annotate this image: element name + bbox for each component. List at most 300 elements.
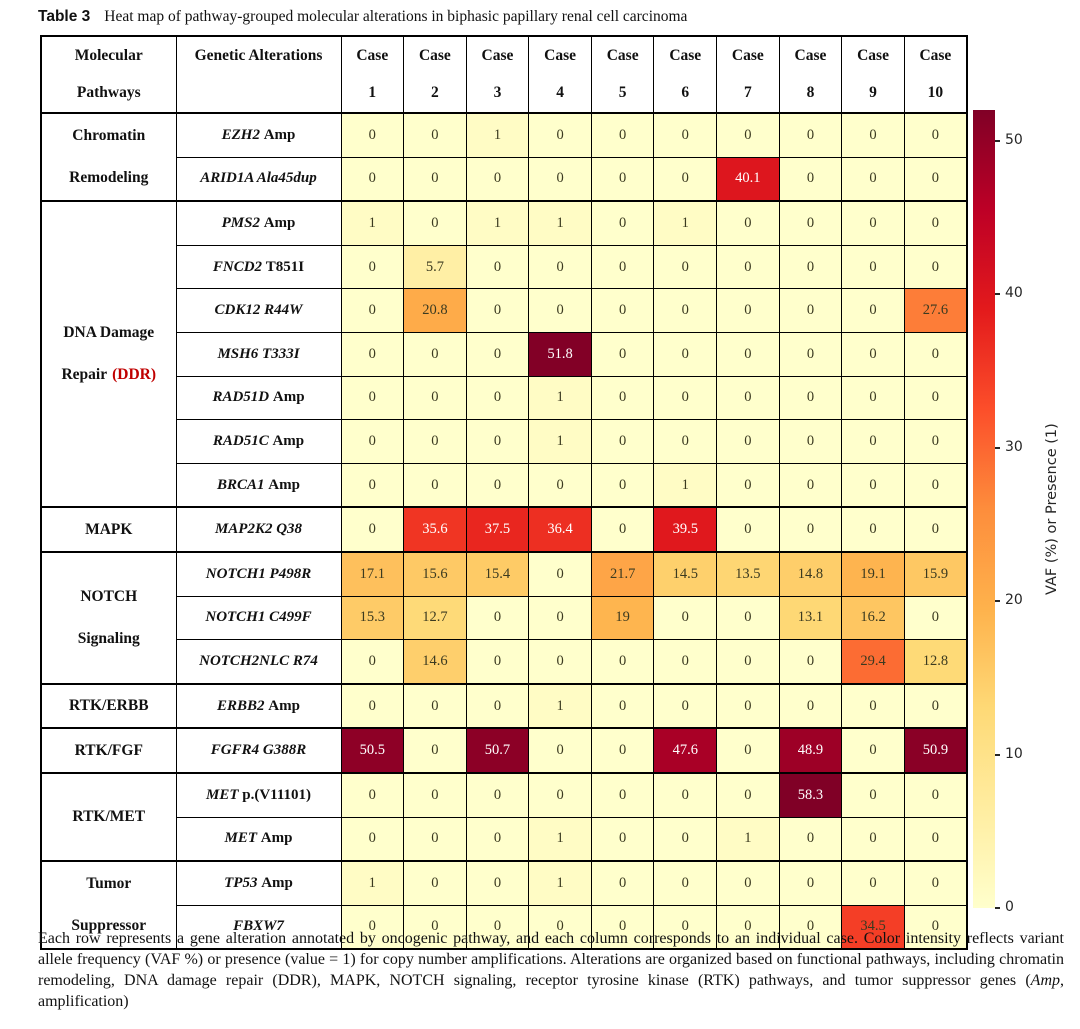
heatmap-cell: 12.7 xyxy=(404,596,467,640)
case-word: Case xyxy=(356,47,389,64)
heatmap-cell: 0 xyxy=(904,157,967,201)
gene-name: FGFR4 G388R xyxy=(210,742,307,759)
gene-name: RAD51C xyxy=(212,432,269,449)
gene-alteration-cell xyxy=(176,596,341,640)
heatmap-cell: 0 xyxy=(904,245,967,289)
heatmap-cell: 39.5 xyxy=(654,507,717,552)
gene-suffix: Amp xyxy=(268,432,305,449)
heatmap-cell: 0 xyxy=(904,861,967,905)
heatmap-cell: 0 xyxy=(654,817,717,861)
gene-name: NOTCH1 C499F xyxy=(205,609,312,626)
pathway-cell xyxy=(41,684,176,729)
heatmap-cell: 12.8 xyxy=(904,640,967,684)
header-row xyxy=(41,36,967,113)
gene-suffix: Amp xyxy=(257,874,293,891)
heatmap-cell: 0 xyxy=(529,463,592,507)
heatmap-cell: 0 xyxy=(842,420,905,464)
gene-name: TP53 xyxy=(224,874,258,891)
heatmap-cell: 0 xyxy=(717,113,780,157)
case-word: Case xyxy=(418,47,451,64)
heatmap-cell: 0 xyxy=(717,861,780,905)
heatmap-cell: 0 xyxy=(842,773,905,817)
gene-name: ARID1A Ala45dup xyxy=(200,170,317,187)
table-title xyxy=(38,8,687,26)
header-line: Pathways xyxy=(76,84,141,101)
case-number: 4 xyxy=(556,84,564,101)
table-number-label: Table 3 xyxy=(38,8,91,25)
header-case-10 xyxy=(904,36,967,113)
pathway-label-line: Signaling xyxy=(77,629,140,647)
heatmap-cell: 15.9 xyxy=(904,552,967,596)
heatmap-table xyxy=(40,35,968,950)
header-line: Molecular xyxy=(74,47,143,64)
heatmap-cell: 0 xyxy=(654,684,717,729)
heatmap-cell: 0 xyxy=(842,201,905,245)
heatmap-cell: 34.5 xyxy=(842,905,905,949)
pathway-label-line: Suppressor xyxy=(71,917,147,935)
heatmap-cell: 0 xyxy=(779,376,842,420)
gene-suffix: Amp xyxy=(264,476,300,493)
gene-alteration-cell xyxy=(176,861,341,905)
heatmap-cell: 0 xyxy=(904,596,967,640)
heatmap-cell: 0 xyxy=(717,376,780,420)
heatmap-cell: 14.6 xyxy=(404,640,467,684)
table-row xyxy=(41,463,967,507)
gene-alteration-cell xyxy=(176,245,341,289)
gene-alteration-cell xyxy=(176,113,341,157)
heatmap-cell: 0 xyxy=(717,332,780,376)
heatmap-cell: 0 xyxy=(404,463,467,507)
pathway-cell xyxy=(41,773,176,861)
heatmap-cell: 0 xyxy=(904,684,967,729)
heatmap-cell: 0 xyxy=(779,245,842,289)
heatmap-cell: 0 xyxy=(341,684,404,729)
heatmap-cell: 1 xyxy=(529,861,592,905)
heatmap-cell: 0 xyxy=(404,420,467,464)
tick-mark xyxy=(995,447,1000,449)
heatmap-cell: 0 xyxy=(904,332,967,376)
heatmap-cell: 47.6 xyxy=(654,728,717,773)
heatmap-cell: 0 xyxy=(779,201,842,245)
gene-name: NOTCH1 P498R xyxy=(205,565,312,582)
heatmap-cell: 0 xyxy=(466,905,529,949)
heatmap-cell: 0 xyxy=(466,596,529,640)
table-row xyxy=(41,728,967,773)
gene-name: NOTCH2NLC R74 xyxy=(199,652,318,669)
heatmap-cell: 0 xyxy=(654,113,717,157)
heatmap-cell: 51.8 xyxy=(529,332,592,376)
table-row xyxy=(41,773,967,817)
colorbar-gradient xyxy=(973,110,995,908)
heatmap-cell: 0 xyxy=(717,507,780,552)
case-word: Case xyxy=(731,47,764,64)
gene-name: FBXW7 xyxy=(233,918,284,935)
heatmap-cell: 0 xyxy=(341,245,404,289)
heatmap-cell: 0 xyxy=(466,640,529,684)
heatmap-cell: 0 xyxy=(904,113,967,157)
heatmap-cell: 0 xyxy=(654,376,717,420)
heatmap-cell: 0 xyxy=(529,728,592,773)
heatmap-cell: 0 xyxy=(842,289,905,333)
heatmap-cell: 0 xyxy=(842,376,905,420)
heatmap-cell: 14.8 xyxy=(779,552,842,596)
heatmap-cell: 50.7 xyxy=(466,728,529,773)
heatmap-cell: 0 xyxy=(404,817,467,861)
heatmap-cell: 19.1 xyxy=(842,552,905,596)
gene-alteration-cell xyxy=(176,817,341,861)
heatmap-cell: 0 xyxy=(466,817,529,861)
heatmap-cell: 0 xyxy=(842,684,905,729)
heatmap-cell: 0 xyxy=(529,596,592,640)
gene-alteration-cell xyxy=(176,552,341,596)
heatmap-cell: 0 xyxy=(654,332,717,376)
heatmap-cell: 0 xyxy=(654,861,717,905)
table-title-text: Heat map of pathway-grouped molecular alterations in biphasic papillary renal cell carcinoma xyxy=(104,8,688,25)
case-number: 5 xyxy=(618,84,627,101)
pathway-label-line: RTK/FGF xyxy=(74,741,143,759)
heatmap-cell: 0 xyxy=(341,463,404,507)
heatmap-cell: 0 xyxy=(779,463,842,507)
heatmap-cell: 0 xyxy=(341,507,404,552)
gene-name: BRCA1 xyxy=(217,476,265,493)
heatmap-cell: 0 xyxy=(779,332,842,376)
pathway-label-line: RTK/ERBB xyxy=(68,697,149,715)
heatmap-cell: 0 xyxy=(904,507,967,552)
heatmap-cell: 0 xyxy=(466,420,529,464)
heatmap-cell: 0 xyxy=(404,773,467,817)
heatmap-cell: 0 xyxy=(779,113,842,157)
heatmap-cell: 0 xyxy=(717,596,780,640)
gene-alteration-cell xyxy=(176,773,341,817)
table-row xyxy=(41,245,967,289)
heatmap-cell: 27.6 xyxy=(904,289,967,333)
heatmap-cell: 0 xyxy=(717,684,780,729)
heatmap-cell: 1 xyxy=(529,376,592,420)
gene-suffix: Amp xyxy=(259,214,296,231)
heatmap-cell: 0 xyxy=(904,905,967,949)
heatmap-cell: 0 xyxy=(404,113,467,157)
heatmap-cell: 0 xyxy=(904,773,967,817)
heatmap-cell: 0 xyxy=(779,817,842,861)
heatmap-cell: 0 xyxy=(591,332,654,376)
heatmap-cell: 0 xyxy=(341,376,404,420)
heatmap-cell: 0 xyxy=(904,420,967,464)
gene-name: MET xyxy=(224,830,258,847)
heatmap-cell: 0 xyxy=(591,463,654,507)
header-line: Genetic Alterations xyxy=(194,47,323,64)
pathway-label-line: Tumor xyxy=(86,875,132,893)
heatmap-cell: 0 xyxy=(466,773,529,817)
gene-alteration-cell xyxy=(176,728,341,773)
heatmap-cell: 0 xyxy=(904,463,967,507)
heatmap-cell: 0 xyxy=(529,113,592,157)
case-number: 8 xyxy=(806,84,815,101)
heatmap-cell: 0 xyxy=(842,817,905,861)
gene-name: RAD51D xyxy=(212,389,270,406)
pathway-label-line: Chromatin xyxy=(72,127,146,145)
tick-mark xyxy=(995,600,1000,602)
heatmap-cell: 0 xyxy=(591,245,654,289)
tick-label: 10 xyxy=(1005,745,1023,762)
heatmap-cell: 0 xyxy=(591,289,654,333)
pathway-label-line: DNA Damage xyxy=(63,324,155,342)
heatmap-cell: 0 xyxy=(466,245,529,289)
caption-text: , amplification) xyxy=(38,972,1064,1010)
table-row xyxy=(41,376,967,420)
heatmap-cell: 40.1 xyxy=(717,157,780,201)
heatmap-cell: 0 xyxy=(591,507,654,552)
gene-alteration-cell xyxy=(176,640,341,684)
gene-suffix: Amp xyxy=(264,697,300,714)
heatmap-cell: 1 xyxy=(529,201,592,245)
heatmap-cell: 1 xyxy=(466,201,529,245)
heatmap-cell: 0 xyxy=(654,245,717,289)
heatmap-cell: 0 xyxy=(717,420,780,464)
table-row xyxy=(41,552,967,596)
case-number: 6 xyxy=(681,84,690,101)
heatmap-cell: 0 xyxy=(779,684,842,729)
heatmap-cell: 0 xyxy=(779,507,842,552)
heatmap-cell: 0 xyxy=(717,289,780,333)
header-genetic-alterations xyxy=(176,36,341,113)
heatmap-cell: 0 xyxy=(842,463,905,507)
heatmap-cell: 0 xyxy=(717,201,780,245)
gene-name: CDK12 R44W xyxy=(214,302,303,319)
table-row xyxy=(41,640,967,684)
gene-alteration-cell xyxy=(176,507,341,552)
heatmap-cell: 37.5 xyxy=(466,507,529,552)
header-case-5 xyxy=(591,36,654,113)
tick-mark xyxy=(995,907,1000,909)
tick-label: 30 xyxy=(1005,438,1023,455)
tick-label: 50 xyxy=(1005,131,1023,148)
heatmap-cell: 0 xyxy=(404,728,467,773)
gene-name: PMS2 xyxy=(221,214,260,231)
gene-name: MSH6 T333I xyxy=(217,345,300,362)
table-row xyxy=(41,157,967,201)
heatmap-cell: 0 xyxy=(591,728,654,773)
heatmap-cell: 1 xyxy=(529,684,592,729)
case-number: 7 xyxy=(743,84,752,101)
heatmap-cell: 0 xyxy=(717,728,780,773)
table-row xyxy=(41,332,967,376)
heatmap-cell: 0 xyxy=(341,817,404,861)
heatmap-cell: 15.4 xyxy=(466,552,529,596)
header-case-8 xyxy=(779,36,842,113)
case-word: Case xyxy=(794,47,827,64)
header-case-4 xyxy=(529,36,592,113)
gene-alteration-cell xyxy=(176,420,341,464)
table-row xyxy=(41,861,967,905)
heatmap-cell: 15.3 xyxy=(341,596,404,640)
heatmap-cell: 0 xyxy=(591,640,654,684)
heatmap-cell: 29.4 xyxy=(842,640,905,684)
header-case-7 xyxy=(717,36,780,113)
case-word: Case xyxy=(857,47,889,64)
header-line xyxy=(177,75,341,112)
heatmap-cell: 14.5 xyxy=(654,552,717,596)
heatmap-cell: 0 xyxy=(842,507,905,552)
table-row xyxy=(41,507,967,552)
tick-label: 40 xyxy=(1005,285,1023,302)
heatmap-cell: 0 xyxy=(466,376,529,420)
case-number: 1 xyxy=(368,84,377,101)
heatmap-cell: 0 xyxy=(341,332,404,376)
gene-suffix: Amp xyxy=(257,830,293,847)
heatmap-cell: 0 xyxy=(654,773,717,817)
heatmap-cell: 0 xyxy=(842,157,905,201)
heatmap-cell: 0 xyxy=(591,773,654,817)
heatmap-cell: 0 xyxy=(591,113,654,157)
heatmap-cell: 0 xyxy=(529,773,592,817)
heatmap-cell: 0 xyxy=(404,201,467,245)
heatmap-cell: 0 xyxy=(779,861,842,905)
heatmap-cell: 0 xyxy=(591,201,654,245)
gene-alteration-cell xyxy=(176,463,341,507)
case-word: Case xyxy=(606,47,639,64)
heatmap-cell: 0 xyxy=(591,420,654,464)
heatmap-cell: 0 xyxy=(904,376,967,420)
case-number: 9 xyxy=(869,84,877,101)
gene-suffix: Amp xyxy=(269,389,305,406)
header-case-1 xyxy=(341,36,404,113)
heatmap-cell: 1 xyxy=(654,463,717,507)
heatmap-cell: 21.7 xyxy=(591,552,654,596)
header-molecular-pathways xyxy=(41,36,176,113)
heatmap-cell: 0 xyxy=(529,552,592,596)
heatmap-cell: 0 xyxy=(341,289,404,333)
tick-mark xyxy=(995,140,1000,142)
pathway-cell xyxy=(41,113,176,201)
table-caption xyxy=(38,928,1064,1012)
table-row xyxy=(41,289,967,333)
heatmap-cell: 0 xyxy=(654,905,717,949)
heatmap-cell: 0 xyxy=(717,463,780,507)
heatmap-cell: 0 xyxy=(529,245,592,289)
case-word: Case xyxy=(669,47,702,64)
heatmap-cell: 1 xyxy=(529,817,592,861)
heatmap-cell: 0 xyxy=(779,420,842,464)
heatmap-cell: 13.1 xyxy=(779,596,842,640)
gene-alteration-cell xyxy=(176,332,341,376)
heatmap-cell: 0 xyxy=(717,640,780,684)
pathway-red-abbrev: (DDR) xyxy=(112,366,157,384)
pathway-cell xyxy=(41,507,176,552)
heatmap-cell: 17.1 xyxy=(341,552,404,596)
gene-suffix: p.(V11101) xyxy=(238,786,312,803)
heatmap-cell: 50.9 xyxy=(904,728,967,773)
heatmap-cell: 0 xyxy=(904,201,967,245)
heatmap-cell: 0 xyxy=(529,157,592,201)
heatmap-cell: 0 xyxy=(466,289,529,333)
heatmap-cell: 1 xyxy=(466,113,529,157)
heatmap-cell: 0 xyxy=(591,905,654,949)
heatmap-cell: 1 xyxy=(341,861,404,905)
heatmap-cell: 0 xyxy=(341,640,404,684)
tick-label: 20 xyxy=(1005,592,1023,609)
table-row xyxy=(41,420,967,464)
heatmap-cell: 0 xyxy=(779,289,842,333)
heatmap-cell: 0 xyxy=(717,773,780,817)
heatmap-cell: 50.5 xyxy=(341,728,404,773)
heatmap-cell: 16.2 xyxy=(842,596,905,640)
heatmap-cell: 36.4 xyxy=(529,507,592,552)
heatmap-cell: 0 xyxy=(404,861,467,905)
header-case-2 xyxy=(404,36,467,113)
heatmap-cell: 0 xyxy=(779,157,842,201)
heatmap-cell: 0 xyxy=(904,817,967,861)
heatmap-cell: 0 xyxy=(717,905,780,949)
heatmap-cell: 0 xyxy=(341,420,404,464)
table-row xyxy=(41,817,967,861)
heatmap-cell: 0 xyxy=(654,420,717,464)
pathway-label-line: NOTCH xyxy=(80,587,138,605)
case-word: Case xyxy=(544,47,576,64)
heatmap-cell: 0 xyxy=(529,289,592,333)
heatmap-cell: 48.9 xyxy=(779,728,842,773)
heatmap-cell: 0 xyxy=(466,861,529,905)
heatmap-cell: 0 xyxy=(591,684,654,729)
gene-alteration-cell xyxy=(176,289,341,333)
header-case-3 xyxy=(466,36,529,113)
gene-alteration-cell xyxy=(176,201,341,245)
heatmap-cell: 0 xyxy=(654,640,717,684)
heatmap-cell: 1 xyxy=(341,201,404,245)
case-number: 3 xyxy=(493,84,502,101)
pathway-label-line: RTK/MET xyxy=(72,808,146,825)
heatmap-cell: 5.7 xyxy=(404,245,467,289)
tick-mark xyxy=(995,293,1000,295)
case-number: 2 xyxy=(431,84,439,101)
heatmap-cell: 0 xyxy=(842,728,905,773)
heatmap-cell: 0 xyxy=(654,289,717,333)
heatmap-cell: 0 xyxy=(341,157,404,201)
tick-mark xyxy=(995,754,1000,756)
heatmap-cell: 0 xyxy=(842,861,905,905)
heatmap-cell: 58.3 xyxy=(779,773,842,817)
table-row xyxy=(41,596,967,640)
heatmap-cell: 0 xyxy=(404,332,467,376)
pathway-cell xyxy=(41,552,176,684)
table-row xyxy=(41,684,967,729)
heatmap-cell: 13.5 xyxy=(717,552,780,596)
heatmap-cell: 0 xyxy=(779,640,842,684)
heatmap-cell: 0 xyxy=(591,376,654,420)
gene-alteration-cell xyxy=(176,684,341,729)
heatmap-cell: 0 xyxy=(779,905,842,949)
heatmap-cell: 0 xyxy=(466,157,529,201)
gene-name: FNCD2 xyxy=(212,258,263,275)
pathway-cell xyxy=(41,728,176,773)
heatmap-cell: 0 xyxy=(341,905,404,949)
colorbar-axis-label: VAF (%) or Presence (1) xyxy=(1044,423,1060,595)
table-row xyxy=(41,201,967,245)
pathway-label-line: Remodeling xyxy=(69,169,149,187)
heatmap-cell: 0 xyxy=(404,684,467,729)
heatmap-cell: 0 xyxy=(404,157,467,201)
heatmap-cell: 19 xyxy=(591,596,654,640)
heatmap-cell: 0 xyxy=(842,245,905,289)
heatmap-cell: 0 xyxy=(654,157,717,201)
heatmap-cell: 0 xyxy=(466,463,529,507)
pathway-label-line: MAPK xyxy=(85,520,133,538)
caption-italic-amp: Amp xyxy=(1030,972,1060,989)
case-word: Case xyxy=(919,47,952,64)
heatmap-cell: 15.6 xyxy=(404,552,467,596)
gene-name: EZH2 xyxy=(221,126,260,143)
heatmap-cell: 0 xyxy=(341,113,404,157)
heatmap-cell: 0 xyxy=(341,773,404,817)
